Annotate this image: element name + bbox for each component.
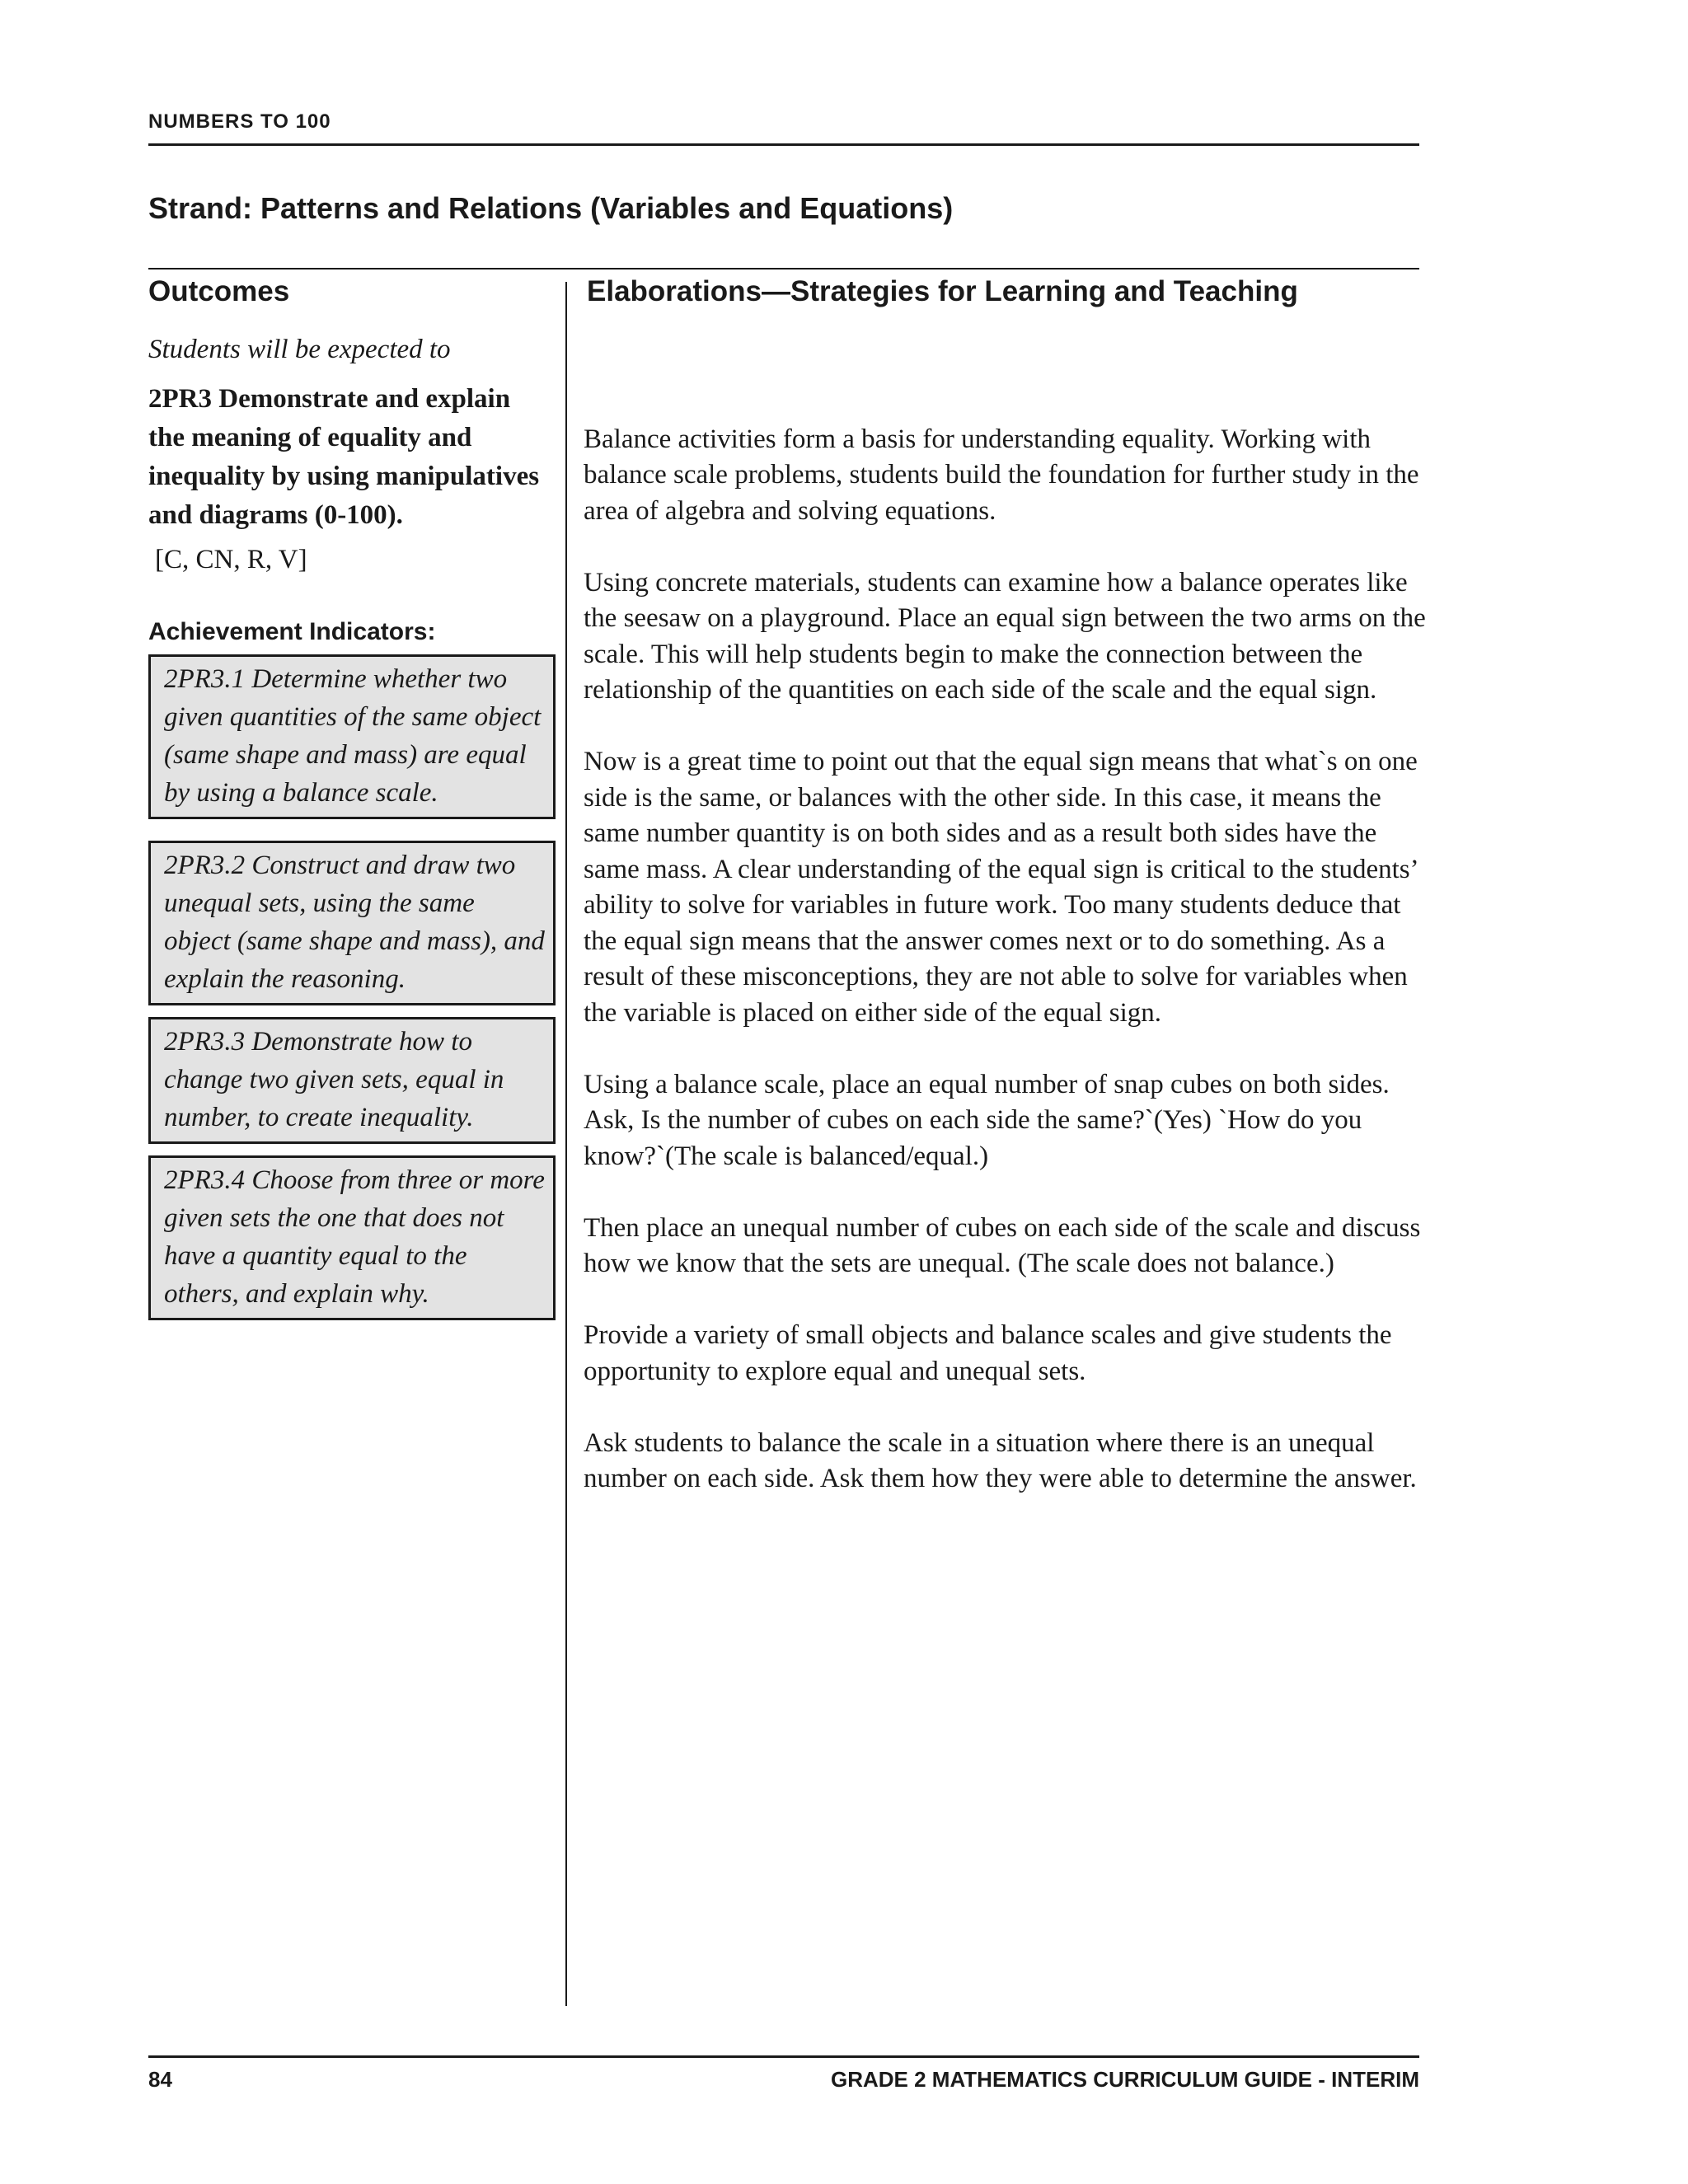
indicator-box: 2PR3.2 Construct and draw two unequal sets, using the same object (same shape and mass), and explain the reasoning. (148, 841, 556, 1005)
strand-rule (148, 268, 1419, 269)
elaboration-paragraph: Now is a great time to point out that the equal sign means that what`s on one side is the same, or balances with the other side. In this case, it means the same number quantity is on both sides and as a result both sides have the same mass. A clear understanding of the equal sign is critical to the students’ ability to solve for variables in future work. Too many students deduce that the equal sign means that the answer comes next or to do something. As a result of these misconceptions, they are not able to solve for variables when the variable is placed on either side of the equal sign. (584, 747, 1418, 1028)
footer-rule (148, 2055, 1419, 2058)
indicator-box: 2PR3.3 Demonstrate how to change two given sets, equal in number, to create inequality. (148, 1017, 556, 1144)
achievement-indicators-heading: Achievement Indicators: (148, 618, 436, 645)
page-number: 84 (148, 2067, 172, 2092)
outcome-process-codes: [C, CN, R, V] (155, 545, 307, 574)
elaboration-paragraph: Then place an unequal number of cubes on each side of the scale and discuss how we know that the sets are unequal. (The scale does not balance.) (584, 1212, 1421, 1278)
indicator-box: 2PR3.4 Choose from three or more given sets the one that does not have a quantity equal to the others, and explain why. (148, 1155, 556, 1320)
outcomes-intro: Students will be expected to (148, 335, 451, 364)
elaboration-paragraph: Ask students to balance the scale in a situation where there is an unequal number on each side. Ask them how they were able to determine the answer. (584, 1427, 1417, 1493)
elaboration-paragraph: Provide a variety of small objects and balance scales and give students the opportunity to explore equal and unequal sets. (584, 1320, 1392, 1386)
column-divider (565, 282, 567, 2006)
indicator-box: 2PR3.1 Determine whether two given quantities of the same object (same shape and mass) are equal by using a balance scale. (148, 654, 556, 819)
strand-title: Strand: Patterns and Relations (Variables and Equations) (148, 191, 954, 225)
elaborations-column (584, 275, 1432, 1533)
elaboration-paragraph: Using a balance scale, place an equal number of snap cubes on both sides. Ask, Is the number of cubes on each side the same?`(Yes) `How do you know?`(The scale is balanced/equal.) (584, 1069, 1390, 1171)
outcome-statement: 2PR3 Demonstrate and explain the meaning of equality and inequality by using manipulatives and diagrams (0-100). (148, 384, 540, 530)
elaboration-paragraph: Using concrete materials, students can examine how a balance operates like the seesaw on a playground. Place an equal sign between the two arms on the scale. This will help students begin to make the connection between the relationship of the quantities on each side of the scale and the equal sign. (584, 567, 1426, 705)
elaborations-body (584, 386, 1432, 1533)
running-head: NUMBERS TO 100 (148, 110, 331, 133)
elaboration-paragraph: Balance activities form a basis for understanding equality. Working with balance scale problems, students build the foundation for further study in the area of algebra and solving equations. (584, 424, 1419, 526)
outcomes-heading: Outcomes (148, 275, 290, 307)
header-rule (148, 143, 1419, 146)
outcomes-column (148, 275, 552, 1342)
achievement-indicators-list (148, 654, 552, 1320)
elaborations-heading: Elaborations—Strategies for Learning and Teaching (587, 275, 1298, 307)
footer-guide-title: GRADE 2 MATHEMATICS CURRICULUM GUIDE - INTERIM (830, 2067, 1419, 2092)
